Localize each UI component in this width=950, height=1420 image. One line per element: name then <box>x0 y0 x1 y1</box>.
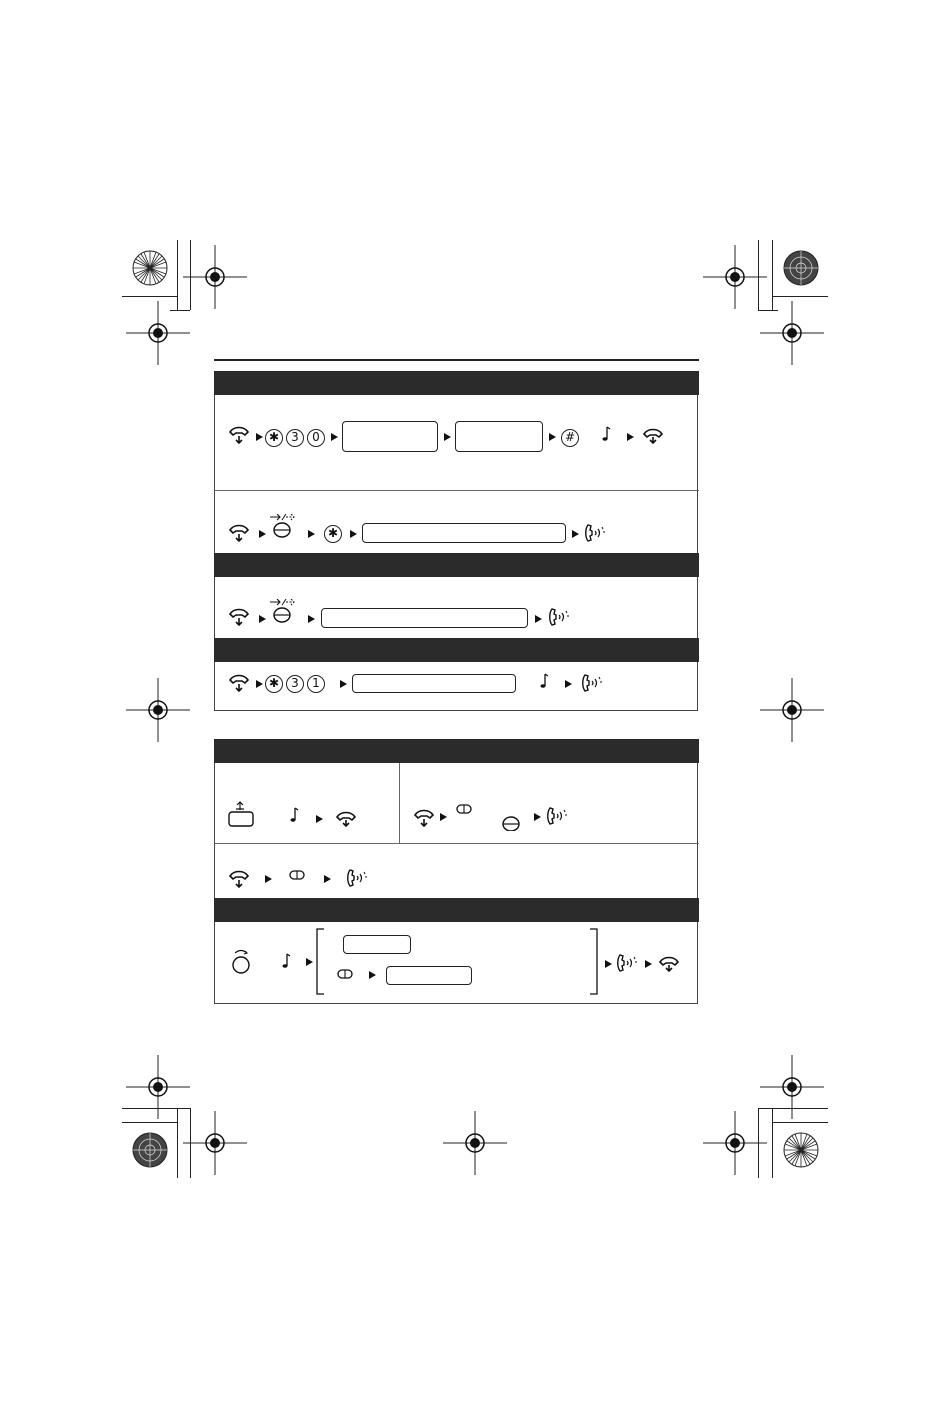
key-3[interactable]: 3 <box>286 429 304 447</box>
arrow-icon <box>259 615 266 623</box>
arrow-icon <box>572 530 579 538</box>
off-hook-icon <box>228 870 252 890</box>
confirmation-tone-icon <box>289 806 301 824</box>
section-header-bar-1 <box>214 371 699 395</box>
arrow-icon <box>331 433 338 441</box>
intercom-trunk-button-icon[interactable] <box>268 599 298 629</box>
line-button-icon[interactable] <box>289 870 305 880</box>
arrow-icon <box>535 615 542 623</box>
entry-field-7[interactable] <box>386 966 472 985</box>
line-button-icon[interactable] <box>337 969 353 979</box>
arrow-icon <box>645 960 652 968</box>
arrow-icon <box>565 680 572 688</box>
arrow-icon <box>308 530 315 538</box>
section-header-bar-2 <box>214 553 699 577</box>
arrow-icon <box>306 958 313 966</box>
arrow-icon <box>627 433 634 441</box>
talk-icon <box>346 868 370 890</box>
key-star[interactable]: ✱ <box>324 525 342 543</box>
on-hook-icon <box>642 424 666 446</box>
transfer-button-icon[interactable] <box>228 801 256 829</box>
arrow-icon <box>256 680 263 688</box>
off-hook-icon <box>228 674 252 694</box>
entry-field-5[interactable] <box>352 674 516 693</box>
talk-icon <box>546 806 570 828</box>
key-hash[interactable]: # <box>561 429 579 447</box>
flash-recall-button-icon[interactable] <box>231 949 253 975</box>
arrow-icon <box>350 530 357 538</box>
section-header-bar-4 <box>214 739 699 763</box>
arrow-icon <box>534 813 541 821</box>
entry-field-2[interactable] <box>455 421 543 452</box>
arrow-icon <box>259 530 266 538</box>
arrow-icon <box>340 680 347 688</box>
key-3[interactable]: 3 <box>286 675 304 693</box>
confirmation-tone-icon <box>281 952 293 970</box>
off-hook-icon <box>228 524 252 544</box>
on-hook-icon <box>658 952 682 974</box>
talk-icon <box>584 523 608 545</box>
arrow-icon <box>316 815 323 823</box>
arrow-icon <box>369 971 376 979</box>
section-header-bar-3 <box>214 638 699 662</box>
entry-field-4[interactable] <box>321 608 528 628</box>
on-hook-icon <box>335 807 359 829</box>
talk-icon <box>581 673 605 695</box>
arrow-icon <box>308 615 315 623</box>
off-hook-icon <box>413 809 437 829</box>
hold-button-icon[interactable] <box>502 815 520 831</box>
confirmation-tone-icon <box>601 425 613 443</box>
confirmation-tone-icon <box>539 672 551 690</box>
arrow-icon <box>265 875 272 883</box>
line-button-icon[interactable] <box>456 804 472 814</box>
key-0[interactable]: 0 <box>307 429 325 447</box>
arrow-icon <box>256 433 263 441</box>
key-star[interactable]: ✱ <box>265 675 283 693</box>
entry-field-1[interactable] <box>342 421 438 452</box>
off-hook-icon <box>228 608 252 628</box>
top-rule <box>214 359 699 361</box>
arrow-icon <box>324 875 331 883</box>
entry-field-3[interactable] <box>362 523 566 543</box>
talk-icon <box>548 607 572 629</box>
talk-icon <box>616 953 640 975</box>
arrow-icon <box>549 433 556 441</box>
key-star[interactable]: ✱ <box>265 429 283 447</box>
row-divider-1 <box>214 490 699 491</box>
key-1[interactable]: 1 <box>307 675 325 693</box>
off-hook-icon <box>228 426 252 446</box>
intercom-trunk-button-icon[interactable] <box>268 514 298 544</box>
section-header-bar-5 <box>214 898 699 922</box>
arrow-icon <box>605 960 612 968</box>
right-bracket <box>588 928 600 996</box>
left-bracket <box>314 928 326 996</box>
entry-field-6[interactable] <box>343 935 411 954</box>
arrow-icon <box>440 813 447 821</box>
row-divider-2 <box>214 843 699 844</box>
arrow-icon <box>444 433 451 441</box>
column-divider <box>399 763 400 843</box>
